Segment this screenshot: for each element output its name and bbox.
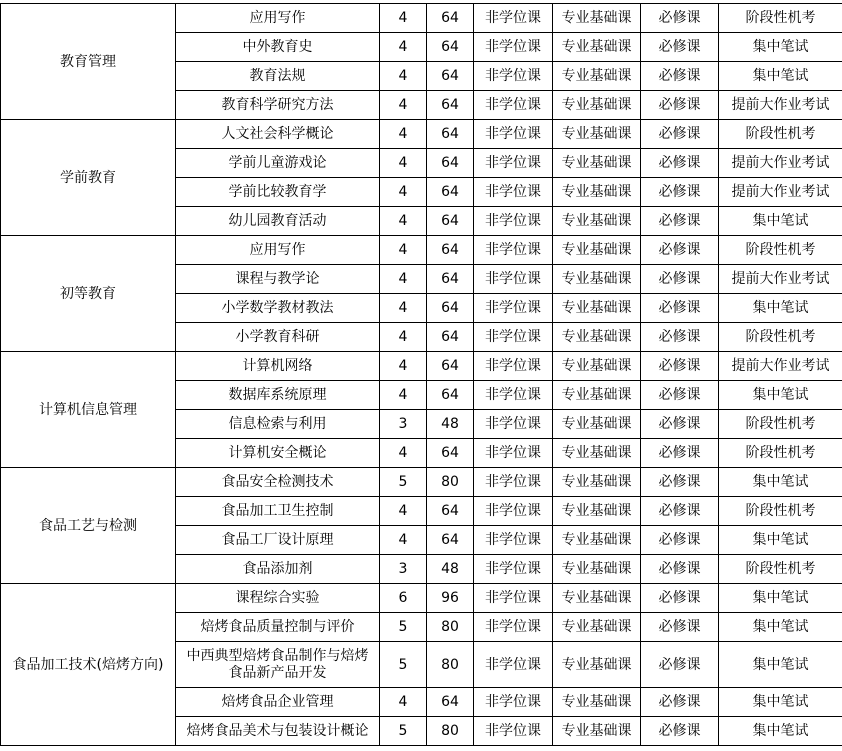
major-cell[interactable]: 食品加工技术(焙烤方向) [1,584,176,746]
requirement-cell[interactable]: 必修课 [641,439,719,468]
course-name-cell[interactable]: 计算机安全概论 [176,439,380,468]
category-cell[interactable]: 专业基础课 [553,526,641,555]
hours-cell[interactable]: 64 [427,236,474,265]
course-name-cell[interactable]: 食品工厂设计原理 [176,526,380,555]
course-name-cell[interactable]: 计算机网络 [176,352,380,381]
credit-cell[interactable]: 4 [380,688,427,717]
requirement-cell[interactable]: 必修课 [641,642,719,688]
category-cell[interactable]: 专业基础课 [553,642,641,688]
requirement-cell[interactable]: 必修课 [641,688,719,717]
hours-cell[interactable]: 64 [427,33,474,62]
credit-cell[interactable]: 4 [380,178,427,207]
requirement-cell[interactable]: 必修课 [641,294,719,323]
course-name-cell[interactable]: 课程综合实验 [176,584,380,613]
category-cell[interactable]: 专业基础课 [553,352,641,381]
exam-method-cell[interactable]: 阶段性机考 [719,497,842,526]
category-cell[interactable]: 专业基础课 [553,497,641,526]
course-name-cell[interactable]: 小学教育科研 [176,323,380,352]
hours-cell[interactable]: 64 [427,91,474,120]
hours-cell[interactable]: 64 [427,294,474,323]
course-name-cell[interactable]: 学前儿童游戏论 [176,149,380,178]
hours-cell[interactable]: 64 [427,381,474,410]
table-row [1,584,842,613]
requirement-cell[interactable]: 必修课 [641,381,719,410]
requirement-cell[interactable]: 必修课 [641,584,719,613]
hours-cell[interactable]: 64 [427,352,474,381]
exam-method-cell[interactable]: 集中笔试 [719,33,842,62]
hours-cell[interactable]: 64 [427,120,474,149]
category-cell[interactable]: 专业基础课 [553,323,641,352]
table-row [1,352,842,381]
degree-type-cell[interactable]: 非学位课 [474,178,553,207]
course-name-cell[interactable]: 信息检索与利用 [176,410,380,439]
exam-method-cell[interactable]: 集中笔试 [719,717,842,746]
exam-method-cell[interactable]: 阶段性机考 [719,323,842,352]
credit-cell[interactable]: 4 [380,352,427,381]
course-name-cell[interactable]: 焙烤食品企业管理 [176,688,380,717]
degree-type-cell[interactable]: 非学位课 [474,642,553,688]
hours-cell[interactable]: 48 [427,555,474,584]
course-name-cell[interactable]: 教育科学研究方法 [176,91,380,120]
exam-method-cell[interactable]: 集中笔试 [719,381,842,410]
exam-method-cell[interactable]: 提前大作业考试 [719,149,842,178]
course-name-cell[interactable]: 幼儿园教育活动 [176,207,380,236]
exam-method-cell[interactable]: 阶段性机考 [719,4,842,33]
hours-cell[interactable]: 64 [427,178,474,207]
credit-cell[interactable]: 4 [380,62,427,91]
course-name-cell[interactable]: 食品安全检测技术 [176,468,380,497]
credit-cell[interactable]: 4 [380,91,427,120]
credit-cell[interactable]: 4 [380,497,427,526]
exam-method-cell[interactable]: 阶段性机考 [719,120,842,149]
major-cell[interactable]: 食品工艺与检测 [1,468,176,584]
credit-cell[interactable]: 4 [380,265,427,294]
degree-type-cell[interactable]: 非学位课 [474,207,553,236]
credit-cell[interactable]: 5 [380,642,427,688]
degree-type-cell[interactable]: 非学位课 [474,91,553,120]
hours-cell[interactable]: 80 [427,642,474,688]
exam-method-cell[interactable]: 提前大作业考试 [719,352,842,381]
course-name-cell[interactable]: 教育法规 [176,62,380,91]
course-name-cell[interactable]: 焙烤食品美术与包装设计概论 [176,717,380,746]
requirement-cell[interactable]: 必修课 [641,62,719,91]
degree-type-cell[interactable]: 非学位课 [474,381,553,410]
credit-cell[interactable]: 4 [380,236,427,265]
course-name-cell[interactable]: 应用写作 [176,236,380,265]
requirement-cell[interactable]: 必修课 [641,526,719,555]
category-cell[interactable]: 专业基础课 [553,207,641,236]
degree-type-cell[interactable]: 非学位课 [474,120,553,149]
category-cell[interactable]: 专业基础课 [553,381,641,410]
course-name-cell[interactable]: 食品加工卫生控制 [176,497,380,526]
degree-type-cell[interactable]: 非学位课 [474,323,553,352]
exam-method-cell[interactable]: 提前大作业考试 [719,178,842,207]
requirement-cell[interactable]: 必修课 [641,178,719,207]
category-cell[interactable]: 专业基础课 [553,613,641,642]
course-name-cell[interactable]: 中外教育史 [176,33,380,62]
requirement-cell[interactable]: 必修课 [641,468,719,497]
exam-method-cell[interactable]: 提前大作业考试 [719,265,842,294]
course-name-cell[interactable]: 学前比较教育学 [176,178,380,207]
degree-type-cell[interactable]: 非学位课 [474,265,553,294]
hours-cell[interactable]: 96 [427,584,474,613]
hours-cell[interactable]: 64 [427,439,474,468]
credit-cell[interactable]: 5 [380,468,427,497]
credit-cell[interactable]: 4 [380,4,427,33]
exam-method-cell[interactable]: 提前大作业考试 [719,91,842,120]
exam-method-cell[interactable]: 集中笔试 [719,207,842,236]
category-cell[interactable]: 专业基础课 [553,688,641,717]
credit-cell[interactable]: 4 [380,120,427,149]
exam-method-cell[interactable]: 阶段性机考 [719,410,842,439]
major-cell[interactable]: 初等教育 [1,236,176,352]
requirement-cell[interactable]: 必修课 [641,207,719,236]
hours-cell[interactable]: 64 [427,688,474,717]
exam-method-cell[interactable]: 阶段性机考 [719,555,842,584]
requirement-cell[interactable]: 必修课 [641,265,719,294]
course-name-cell[interactable]: 焙烤食品质量控制与评价 [176,613,380,642]
hours-cell[interactable]: 64 [427,207,474,236]
category-cell[interactable]: 专业基础课 [553,33,641,62]
degree-type-cell[interactable]: 非学位课 [474,294,553,323]
category-cell[interactable]: 专业基础课 [553,178,641,207]
category-cell[interactable]: 专业基础课 [553,62,641,91]
credit-cell[interactable]: 5 [380,717,427,746]
degree-type-cell[interactable]: 非学位课 [474,236,553,265]
exam-method-cell[interactable]: 集中笔试 [719,62,842,91]
credit-cell[interactable]: 4 [380,526,427,555]
degree-type-cell[interactable]: 非学位课 [474,4,553,33]
course-name-cell[interactable]: 人文社会科学概论 [176,120,380,149]
table-row [1,236,842,265]
course-name-cell[interactable]: 中西典型焙烤食品制作与焙烤食品新产品开发 [176,642,380,688]
requirement-cell[interactable]: 必修课 [641,717,719,746]
degree-type-cell[interactable]: 非学位课 [474,497,553,526]
category-cell[interactable]: 专业基础课 [553,236,641,265]
degree-type-cell[interactable]: 非学位课 [474,33,553,62]
requirement-cell[interactable]: 必修课 [641,497,719,526]
hours-cell[interactable]: 64 [427,4,474,33]
requirement-cell[interactable]: 必修课 [641,613,719,642]
course-table [0,3,842,746]
category-cell[interactable]: 专业基础课 [553,555,641,584]
requirement-cell[interactable]: 必修课 [641,91,719,120]
hours-cell[interactable]: 64 [427,497,474,526]
exam-method-cell[interactable]: 集中笔试 [719,688,842,717]
table-row [1,120,842,149]
hours-cell[interactable]: 48 [427,410,474,439]
category-cell[interactable]: 专业基础课 [553,439,641,468]
category-cell[interactable]: 专业基础课 [553,294,641,323]
degree-type-cell[interactable]: 非学位课 [474,62,553,91]
hours-cell[interactable]: 64 [427,526,474,555]
exam-method-cell[interactable]: 阶段性机考 [719,236,842,265]
credit-cell[interactable]: 4 [380,294,427,323]
requirement-cell[interactable]: 必修课 [641,352,719,381]
course-name-cell[interactable]: 食品添加剂 [176,555,380,584]
credit-cell[interactable]: 4 [380,381,427,410]
hours-cell[interactable]: 64 [427,149,474,178]
table-row [1,468,842,497]
degree-type-cell[interactable]: 非学位课 [474,613,553,642]
requirement-cell[interactable]: 必修课 [641,555,719,584]
degree-type-cell[interactable]: 非学位课 [474,584,553,613]
credit-cell[interactable]: 6 [380,584,427,613]
hours-cell[interactable]: 64 [427,62,474,91]
major-cell[interactable]: 计算机信息管理 [1,352,176,468]
degree-type-cell[interactable]: 非学位课 [474,688,553,717]
category-cell[interactable]: 专业基础课 [553,410,641,439]
degree-type-cell[interactable]: 非学位课 [474,468,553,497]
degree-type-cell[interactable]: 非学位课 [474,555,553,584]
credit-cell[interactable]: 5 [380,613,427,642]
major-cell[interactable]: 教育管理 [1,4,176,120]
category-cell[interactable]: 专业基础课 [553,4,641,33]
category-cell[interactable]: 专业基础课 [553,265,641,294]
exam-method-cell[interactable]: 集中笔试 [719,526,842,555]
exam-method-cell[interactable]: 集中笔试 [719,294,842,323]
credit-cell[interactable]: 3 [380,555,427,584]
exam-method-cell[interactable]: 集中笔试 [719,613,842,642]
credit-cell[interactable]: 4 [380,33,427,62]
degree-type-cell[interactable]: 非学位课 [474,526,553,555]
category-cell[interactable]: 专业基础课 [553,584,641,613]
requirement-cell[interactable]: 必修课 [641,149,719,178]
exam-method-cell[interactable]: 集中笔试 [719,642,842,688]
exam-method-cell[interactable]: 集中笔试 [719,584,842,613]
degree-type-cell[interactable]: 非学位课 [474,439,553,468]
requirement-cell[interactable]: 必修课 [641,120,719,149]
degree-type-cell[interactable]: 非学位课 [474,410,553,439]
requirement-cell[interactable]: 必修课 [641,236,719,265]
hours-cell[interactable]: 80 [427,717,474,746]
degree-type-cell[interactable]: 非学位课 [474,149,553,178]
hours-cell[interactable]: 80 [427,468,474,497]
category-cell[interactable]: 专业基础课 [553,717,641,746]
credit-cell[interactable]: 4 [380,323,427,352]
course-name-cell[interactable]: 数据库系统原理 [176,381,380,410]
degree-type-cell[interactable]: 非学位课 [474,717,553,746]
course-name-cell[interactable]: 应用写作 [176,4,380,33]
category-cell[interactable]: 专业基础课 [553,149,641,178]
exam-method-cell[interactable]: 阶段性机考 [719,439,842,468]
requirement-cell[interactable]: 必修课 [641,323,719,352]
major-cell[interactable]: 学前教育 [1,120,176,236]
credit-cell[interactable]: 4 [380,439,427,468]
hours-cell[interactable]: 64 [427,323,474,352]
table-row [1,4,842,33]
credit-cell[interactable]: 3 [380,410,427,439]
course-name-cell[interactable]: 课程与教学论 [176,265,380,294]
hours-cell[interactable]: 64 [427,265,474,294]
requirement-cell[interactable]: 必修课 [641,4,719,33]
credit-cell[interactable]: 4 [380,149,427,178]
category-cell[interactable]: 专业基础课 [553,120,641,149]
requirement-cell[interactable]: 必修课 [641,33,719,62]
course-name-cell[interactable]: 小学数学教材教法 [176,294,380,323]
category-cell[interactable]: 专业基础课 [553,91,641,120]
requirement-cell[interactable]: 必修课 [641,410,719,439]
category-cell[interactable]: 专业基础课 [553,468,641,497]
credit-cell[interactable]: 4 [380,207,427,236]
degree-type-cell[interactable]: 非学位课 [474,352,553,381]
exam-method-cell[interactable]: 集中笔试 [719,468,842,497]
hours-cell[interactable]: 80 [427,613,474,642]
